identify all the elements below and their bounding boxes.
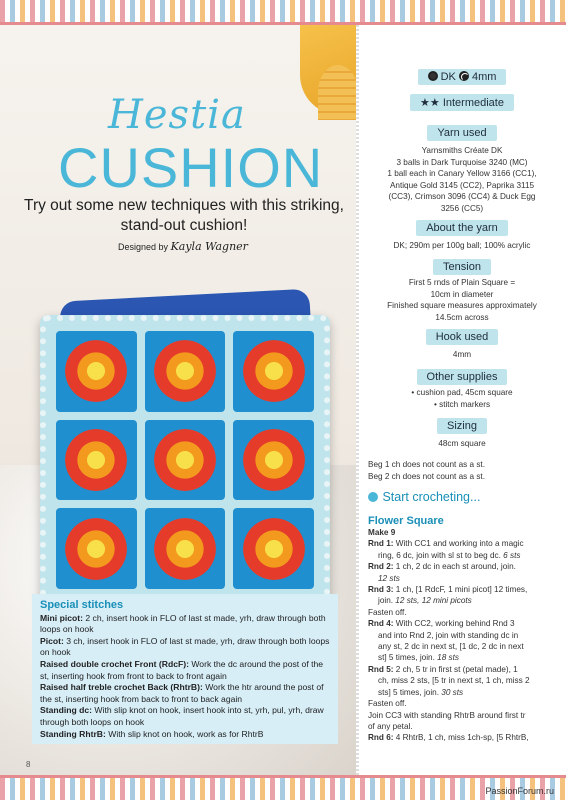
- note-line: Beg 1 ch does not count as a st.: [368, 460, 485, 469]
- sizing-text: 48cm square: [438, 439, 486, 448]
- granny-square: [233, 420, 314, 501]
- yarn-weight: DK: [440, 71, 456, 83]
- supply-item: • stitch markers: [433, 399, 491, 409]
- join-line: Join CC3 with standing RhtrB around first tr: [368, 710, 526, 720]
- round-6: [368, 732, 563, 743]
- stitch-item: [40, 659, 330, 682]
- round-count: 12 sts: [378, 573, 400, 583]
- hook-icon: [459, 71, 469, 81]
- bottom-stripe-border: [0, 778, 566, 800]
- round-text: 4 RhtrB, 1 ch, miss 1ch-sp, [5 RhtrB,: [393, 733, 529, 743]
- yarn-line: Yarnsmiths Créate DK: [421, 146, 503, 155]
- make-count: Make 9: [368, 528, 396, 537]
- stitch-desc: With slip knot on hook, work as for RhtrB: [105, 728, 264, 739]
- granny-square: [56, 331, 137, 412]
- stitch-term: Standing RhtrB:: [40, 728, 106, 739]
- round-count: 18 sts: [434, 653, 460, 663]
- tension-section: [362, 257, 562, 323]
- lamp-detail-image: [318, 65, 356, 120]
- stitch-item: [40, 613, 330, 636]
- stitch-item: [40, 682, 330, 705]
- about-yarn-section: [362, 218, 562, 252]
- title-script: Hestia: [108, 92, 246, 138]
- stitch-item: [40, 705, 330, 728]
- column-divider: [356, 25, 359, 777]
- round-2: [368, 561, 563, 584]
- tension-label: Tension: [433, 259, 491, 275]
- hook-size: 4mm: [472, 71, 497, 83]
- stitch-term: Standing dc:: [40, 705, 93, 716]
- supply-text: stitch markers: [439, 399, 491, 409]
- yarn-line: 3256 (CC5): [440, 203, 484, 213]
- flower-motif: [154, 429, 216, 491]
- hook-used-text: 4mm: [452, 350, 472, 359]
- fasten-off: Fasten off.: [368, 607, 407, 617]
- round-text: sts] 5 times, join.: [378, 687, 439, 697]
- stitch-term: Picot:: [40, 635, 64, 646]
- flower-motif: [243, 340, 305, 402]
- yarn-used-section: [362, 123, 562, 214]
- stitch-term: Raised half treble crochet Back (RhtrB):: [40, 682, 203, 693]
- other-supplies-label: Other supplies: [417, 369, 508, 385]
- granny-square: [233, 331, 314, 412]
- tension-line: Finished square measures approximately: [387, 301, 537, 310]
- stitch-item: [40, 636, 330, 659]
- round-count: 30 sts: [438, 687, 464, 697]
- round-count: 12 sts, 12 mini picots: [393, 596, 472, 606]
- yarn-used-label: Yarn used: [427, 125, 496, 141]
- round-label: Rnd 2:: [368, 562, 394, 572]
- start-crocheting: [368, 488, 480, 506]
- yarn-line: 3 balls in Dark Turquoise 3240 (MC): [396, 157, 528, 167]
- subtitle: Try out some new techniques with this striking, stand-out cushion!: [24, 197, 344, 234]
- supply-text: cushion pad, 45cm square: [416, 388, 513, 397]
- fasten-off: Fasten off.: [368, 699, 407, 709]
- yarn-line: Antique Gold 3145 (CC2), Paprika 3115: [389, 180, 535, 190]
- designer-credit: [118, 240, 248, 253]
- stitch-desc: 3 ch, insert hook in FLO of last st made, yrh, draw through both loops on hook: [40, 635, 330, 658]
- round-text: st] 5 times, join.: [378, 653, 435, 663]
- round-text: and into Rnd 2, join with standing dc in: [378, 630, 519, 640]
- granny-square: [145, 420, 226, 501]
- skill-level: Intermediate: [442, 97, 504, 109]
- round-5: [368, 664, 563, 698]
- round-4: [368, 618, 563, 664]
- yarn-line: 1 ball each in Canary Yellow 3166 (CC1),: [387, 169, 537, 178]
- round-label: Rnd 4:: [368, 619, 394, 629]
- watermark: PassionForum.ru: [485, 786, 554, 796]
- stitch-desc: 2 ch, insert hook in FLO of last st made, yrh, draw through both loops on hook: [40, 612, 326, 635]
- round-text: With CC2, working behind Rnd 3: [393, 619, 515, 629]
- flower-motif: [243, 518, 305, 580]
- flower-motif: [65, 518, 127, 580]
- yarn-ball-icon: [428, 71, 438, 81]
- granny-square: [56, 420, 137, 501]
- pattern-instructions: [368, 515, 563, 744]
- flower-square-heading: Flower Square: [368, 515, 444, 527]
- round-text: 1 ch, 2 dc in each st around, join.: [393, 562, 516, 572]
- about-yarn-label: About the yarn: [416, 220, 508, 236]
- flower-motif: [65, 429, 127, 491]
- designer-name: Kayla Wagner: [170, 240, 248, 253]
- granny-square: [56, 508, 137, 589]
- round-label: Rnd 1:: [368, 539, 394, 549]
- special-stitches-heading: Special stitches: [40, 599, 124, 611]
- designer-prefix: Designed by: [118, 242, 169, 252]
- round-text: 1 ch, [1 RdcF, 1 mini picot] 12 times,: [393, 585, 528, 595]
- round-count: 6 sts: [500, 550, 521, 560]
- stitch-term: Mini picot:: [40, 612, 83, 623]
- round-text: 2 ch, 5 tr in first st (petal made), 1: [393, 664, 518, 674]
- stitch-term: Raised double crochet Front (RdcF):: [40, 658, 189, 669]
- round-text: any st, 2 dc in next st, [1 dc, 2 dc in next: [378, 642, 524, 652]
- hook-used-label: Hook used: [426, 329, 499, 345]
- about-yarn-text: DK; 290m per 100g ball; 100% acrylic: [393, 241, 531, 250]
- round-text: join.: [378, 596, 394, 606]
- notes: [368, 459, 563, 482]
- round-label: Rnd 6:: [368, 733, 394, 743]
- round-text: With CC1 and working into a magic: [393, 539, 524, 549]
- round-label: Rnd 5:: [368, 664, 394, 674]
- sizing-label: Sizing: [437, 418, 487, 434]
- granny-square: [145, 508, 226, 589]
- granny-square: [233, 508, 314, 589]
- yarn-line: (CC3), Crimson 3096 (CC4) & Duck Egg: [388, 192, 536, 201]
- page-title: CUSHION: [58, 136, 324, 199]
- bullet-icon: [368, 492, 378, 502]
- supply-item: • cushion pad, 45cm square: [411, 388, 513, 397]
- star-icon: ★★: [420, 97, 440, 109]
- stitch-desc: Work the htr around the post of the st, inserting hook from back to front to back again: [40, 682, 324, 704]
- start-heading: Start crocheting...: [382, 490, 481, 504]
- crochet-cushion-image: [40, 315, 330, 605]
- hook-used-section: [362, 327, 562, 361]
- stitch-item: [40, 729, 330, 741]
- join-line: of any petal.: [368, 721, 413, 731]
- special-stitches-box: [32, 594, 338, 744]
- pattern-column: [356, 25, 566, 777]
- level-pill: [362, 93, 562, 111]
- round-text: ring, 6 dc, join with sl st to beg dc.: [378, 550, 501, 560]
- round-1: [368, 538, 563, 561]
- round-text: ch, miss 2 sts, [5 tr in next st, 1 ch, miss 2: [378, 676, 530, 686]
- flower-motif: [154, 340, 216, 402]
- sizing-section: [362, 416, 562, 450]
- granny-square: [145, 331, 226, 412]
- page-number: 8: [26, 760, 31, 769]
- tension-line: First 5 rnds of Plain Square =: [408, 278, 516, 287]
- stitch-desc: Work the dc around the post of the st, inserting hook from front to back to front again: [40, 658, 324, 681]
- flower-motif: [243, 429, 305, 491]
- tension-line: 14.5cm across: [435, 312, 489, 322]
- round-3: [368, 584, 563, 607]
- top-stripe-border: [0, 0, 566, 22]
- stitch-desc: With slip knot on hook, insert hook into st, yrh, pul, yrh, draw through both loops on hook: [40, 705, 324, 727]
- other-supplies-section: [362, 367, 562, 410]
- flower-motif: [154, 518, 216, 580]
- weight-hook-pill: [362, 67, 562, 85]
- round-label: Rnd 3:: [368, 585, 394, 595]
- tension-line: 10cm in diameter: [430, 289, 494, 299]
- note-line: Beg 2 ch does not count as a st.: [368, 471, 485, 481]
- flower-motif: [65, 340, 127, 402]
